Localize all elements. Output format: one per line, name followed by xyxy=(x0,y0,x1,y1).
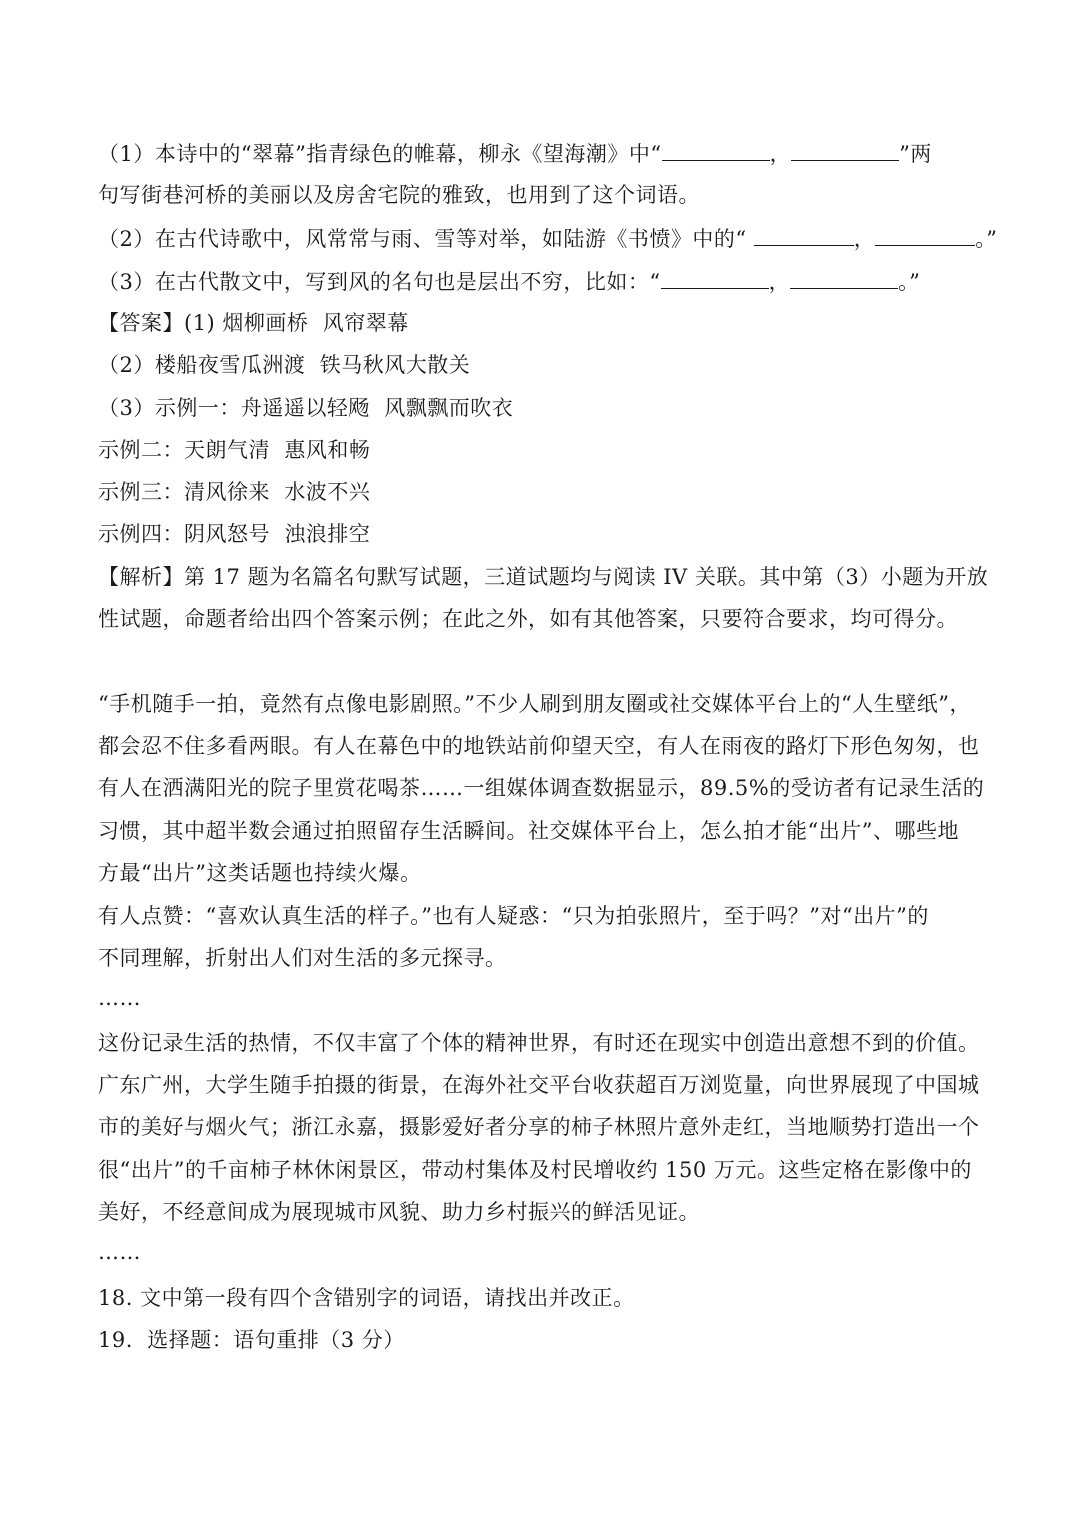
q17-text: ”两 xyxy=(899,142,932,166)
passage-line-7: 不同理解，折射出人们对生活的多元探寻。 xyxy=(98,946,507,970)
answer-line-2: （2）楼船夜雪瓜洲渡 铁马秋风大散关 xyxy=(98,353,471,377)
q17-text: （3）在古代散文中，写到风的名句也是层出不穷，比如：“ xyxy=(98,270,661,294)
q17-text: 。” xyxy=(898,270,921,294)
q17-text: （1）本诗中的“翠幕”指青绿色的帷幕，柳永《望海潮》中“ xyxy=(98,142,662,166)
passage-line-8: 这份记录生活的热情，不仅丰富了个体的精神世界，有时还在现实中创造出意想不到的价值。 xyxy=(98,1031,980,1055)
answer-blank xyxy=(875,223,975,246)
ellipsis-1: …… xyxy=(98,986,141,1010)
passage-line-10: 市的美好与烟火气；浙江永嘉，摄影爱好者分享的柿子林照片意外走红，当地顺势打造出一个 xyxy=(98,1115,980,1139)
answer-blank xyxy=(790,266,898,289)
answer-line-5: 示例三：清风徐来 水波不兴 xyxy=(98,480,371,504)
answer-blank xyxy=(754,223,854,246)
q17-text: ， xyxy=(768,270,791,294)
answer-blank xyxy=(661,266,769,289)
answer-line-1: 【答案】(1) 烟柳画桥 风帘翠幕 xyxy=(98,311,409,335)
analysis-line-2: 性试题，命题者给出四个答案示例；在此之外，如有其他答案，只要符合要求，均可得分。 xyxy=(98,607,958,631)
passage-line-12: 美好，不经意间成为展现城市风貌、助力乡村振兴的鲜活见证。 xyxy=(98,1200,700,1224)
analysis-line-1: 【解析】第 17 题为名篇名句默写试题，三道试题均与阅读 IV 关联。其中第（3）小题为开放 xyxy=(98,565,989,589)
q17-line-4 xyxy=(98,266,920,297)
passage-line-3: 有人在洒满阳光的院子里赏花喝茶……一组媒体调查数据显示，89.5%的受访者有记录生活的 xyxy=(98,776,985,800)
question-18: 18. 文中第一段有四个含错别字的词语，请找出并改正。 xyxy=(98,1286,635,1310)
answer-blank xyxy=(662,138,770,161)
passage-line-5: 方最“出片”这类话题也持续火爆。 xyxy=(98,861,422,885)
passage-line-4: 习惯，其中超半数会通过拍照留存生活瞬间。社交媒体平台上，怎么拍才能“出片”、哪些地 xyxy=(98,819,959,843)
q17-text: ， xyxy=(853,227,876,251)
ellipsis-2: …… xyxy=(98,1240,141,1264)
q17-line-3 xyxy=(98,223,998,254)
question-19: 19. 选择题：语句重排（3 分） xyxy=(98,1328,405,1352)
q17-line-1 xyxy=(98,138,932,169)
q17-text: （2）在古代诗歌中，风常常与雨、雪等对举，如陆游《书愤》中的“ xyxy=(98,227,754,251)
passage-line-1: “手机随手一拍，竟然有点像电影剧照。”不少人刷到朋友圈或社交媒体平台上的“人生壁纸”， xyxy=(98,692,971,716)
passage-line-2: 都会忍不住多看两眼。有人在幕色中的地铁站前仰望天空，有人在雨夜的路灯下形色匆匆，也 xyxy=(98,734,980,758)
answer-line-6: 示例四：阴风怒号 浊浪排空 xyxy=(98,522,371,546)
answer-line-3: （3）示例一：舟遥遥以轻飏 风飘飘而吹衣 xyxy=(98,396,514,420)
passage-line-6: 有人点赞：“喜欢认真生活的样子。”也有人疑惑：“只为拍张照片，至于吗？”对“出片”的 xyxy=(98,904,929,928)
passage-line-11: 很“出片”的千亩柿子林休闲景区，带动村集体及村民增收约 150 万元。这些定格在影像中的 xyxy=(98,1158,972,1182)
q17-text: ， xyxy=(769,142,792,166)
passage-line-9: 广东广州，大学生随手拍摄的街景，在海外社交平台收获超百万浏览量，向世界展现了中国城 xyxy=(98,1073,980,1097)
answer-blank xyxy=(791,138,899,161)
q17-text: 。” xyxy=(975,227,998,251)
answer-line-4: 示例二：天朗气清 惠风和畅 xyxy=(98,438,371,462)
q17-line-2: 句写街巷河桥的美丽以及房舍宅院的雅致，也用到了这个词语。 xyxy=(98,183,700,207)
